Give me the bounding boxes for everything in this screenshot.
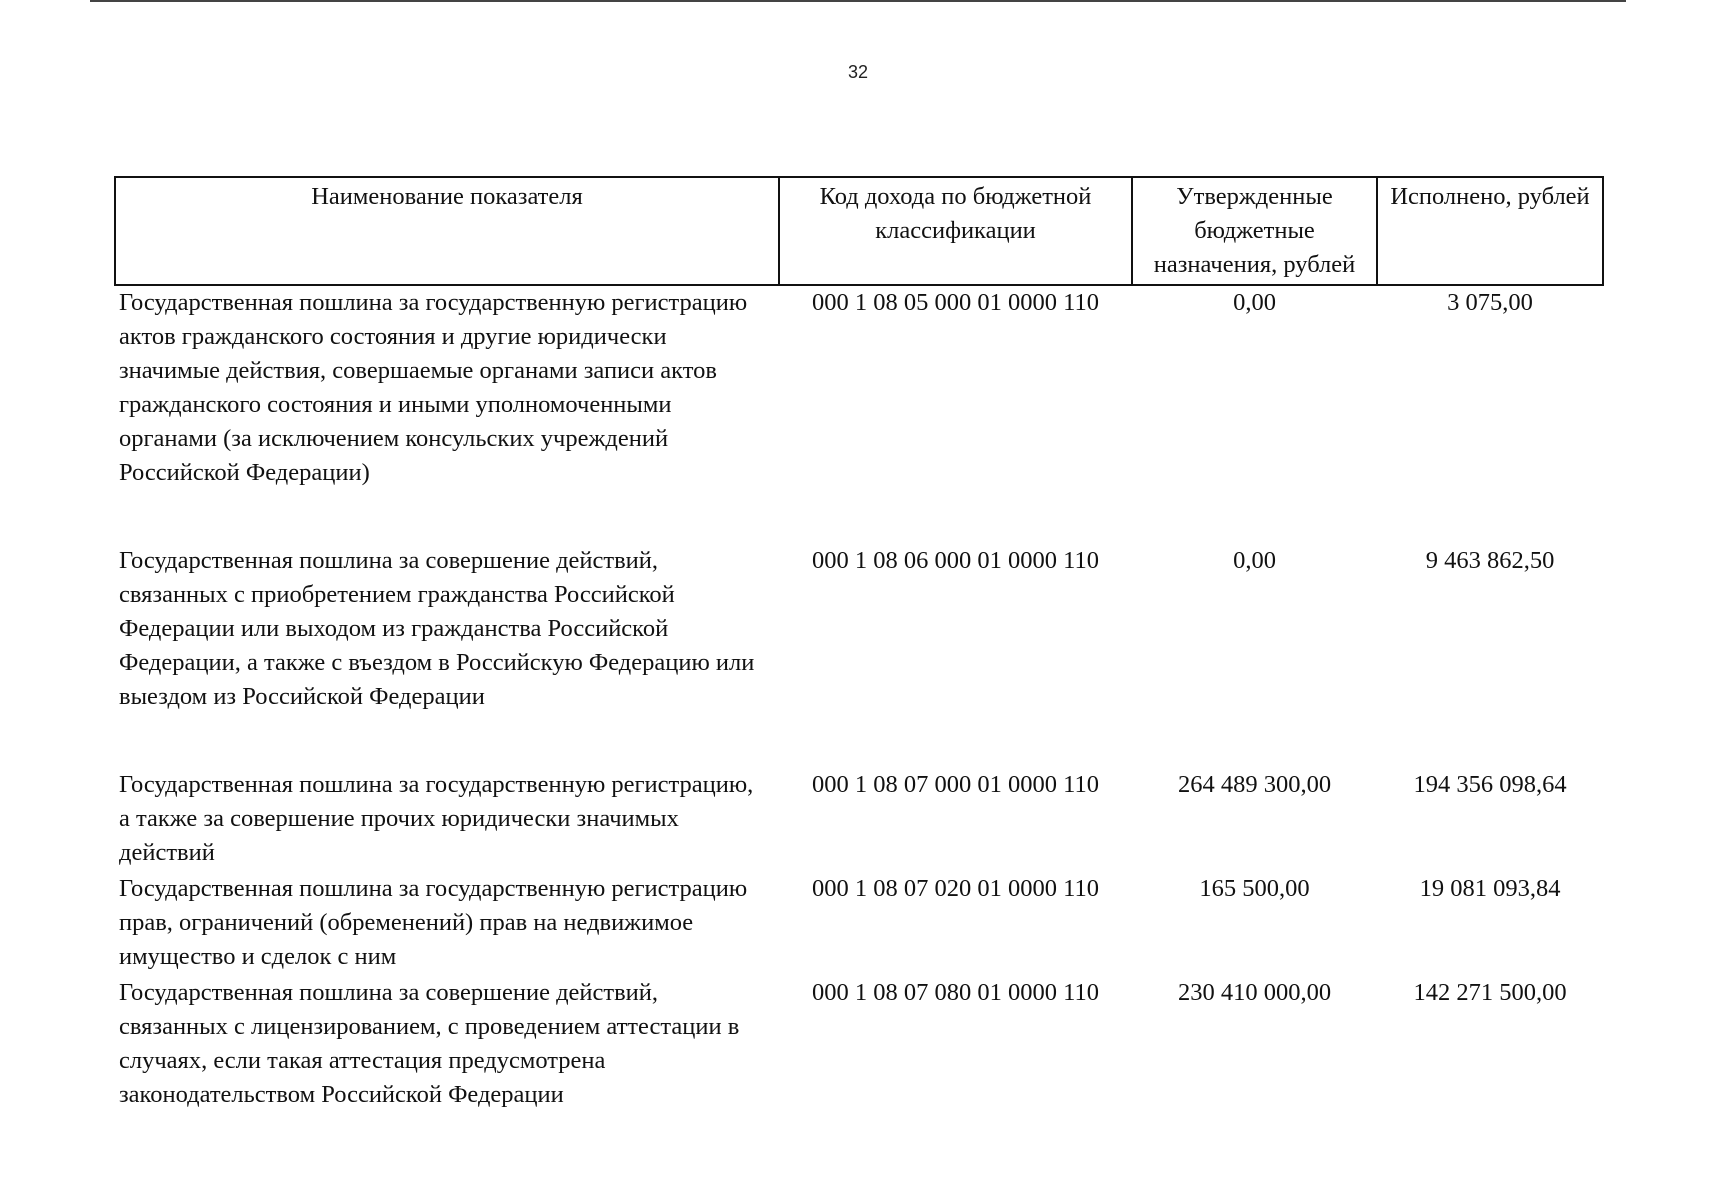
row-executed-amount: 142 271 500,00 (1413, 979, 1567, 1006)
row-indicator-name: Государственная пошлина за совершение действий, связанных с приобретением гражданства Российской Федерации или выходом из гражданства Российской Федерации, а также с въездом в Российскую Федерацию или выездом из Российской Федерации (119, 547, 755, 710)
row-revenue-code: 000 1 08 05 000 01 0000 110 (812, 289, 1099, 316)
row-approved-amount: 230 410 000,00 (1177, 979, 1332, 1006)
table-row (115, 872, 1603, 976)
row-executed-amount: 19 081 093,84 (1419, 875, 1561, 902)
row-executed-amount: 194 356 098,64 (1413, 771, 1567, 798)
row-approved-amount: 0,00 (1233, 547, 1276, 574)
row-approved-amount: 264 489 300,00 (1177, 771, 1332, 798)
header-revenue-code: Код дохода по бюджетной классификации (779, 177, 1132, 285)
row-revenue-code: 000 1 08 07 000 01 0000 110 (812, 771, 1099, 798)
table-header-row (115, 177, 1603, 285)
table-row (115, 544, 1603, 768)
revenue-table (114, 176, 1604, 1112)
header-executed: Исполнено, рублей (1377, 177, 1603, 285)
top-border-line (90, 0, 1626, 2)
row-executed-amount: 9 463 862,50 (1425, 547, 1555, 574)
row-revenue-code: 000 1 08 07 080 01 0000 110 (812, 979, 1099, 1006)
row-approved-amount: 0,00 (1233, 289, 1276, 316)
page-number: 32 (847, 62, 869, 82)
row-approved-amount: 165 500,00 (1199, 875, 1310, 902)
table-row (115, 285, 1603, 544)
row-revenue-code: 000 1 08 06 000 01 0000 110 (812, 547, 1099, 574)
header-approved-budget: Утвержденные бюджетные назначения, рублей (1132, 177, 1377, 285)
row-executed-amount: 3 075,00 (1447, 289, 1533, 316)
row-indicator-name: Государственная пошлина за совершение действий, связанных с лицензированием, с проведением аттестации в случаях, если такая аттестация предусмотрена законодательством Российской Федерации (119, 979, 740, 1108)
row-indicator-name: Государственная пошлина за государственную регистрацию актов гражданского состояния и другие юридически значимые действия, совершаемые органами записи актов гражданского состояния и иными уполномоченными органами (за исключением консульских учреждений Российской Федерации) (119, 289, 748, 486)
table-row (115, 768, 1603, 872)
header-indicator-name: Наименование показателя (115, 177, 779, 285)
table-row (115, 976, 1603, 1112)
row-indicator-name: Государственная пошлина за государственную регистрацию прав, ограничений (обременений) прав на недвижимое имущество и сделок с ним (119, 875, 748, 970)
row-indicator-name: Государственная пошлина за государственную регистрацию, а также за совершение прочих юридически значимых действий (119, 771, 754, 866)
row-revenue-code: 000 1 08 07 020 01 0000 110 (812, 875, 1099, 902)
